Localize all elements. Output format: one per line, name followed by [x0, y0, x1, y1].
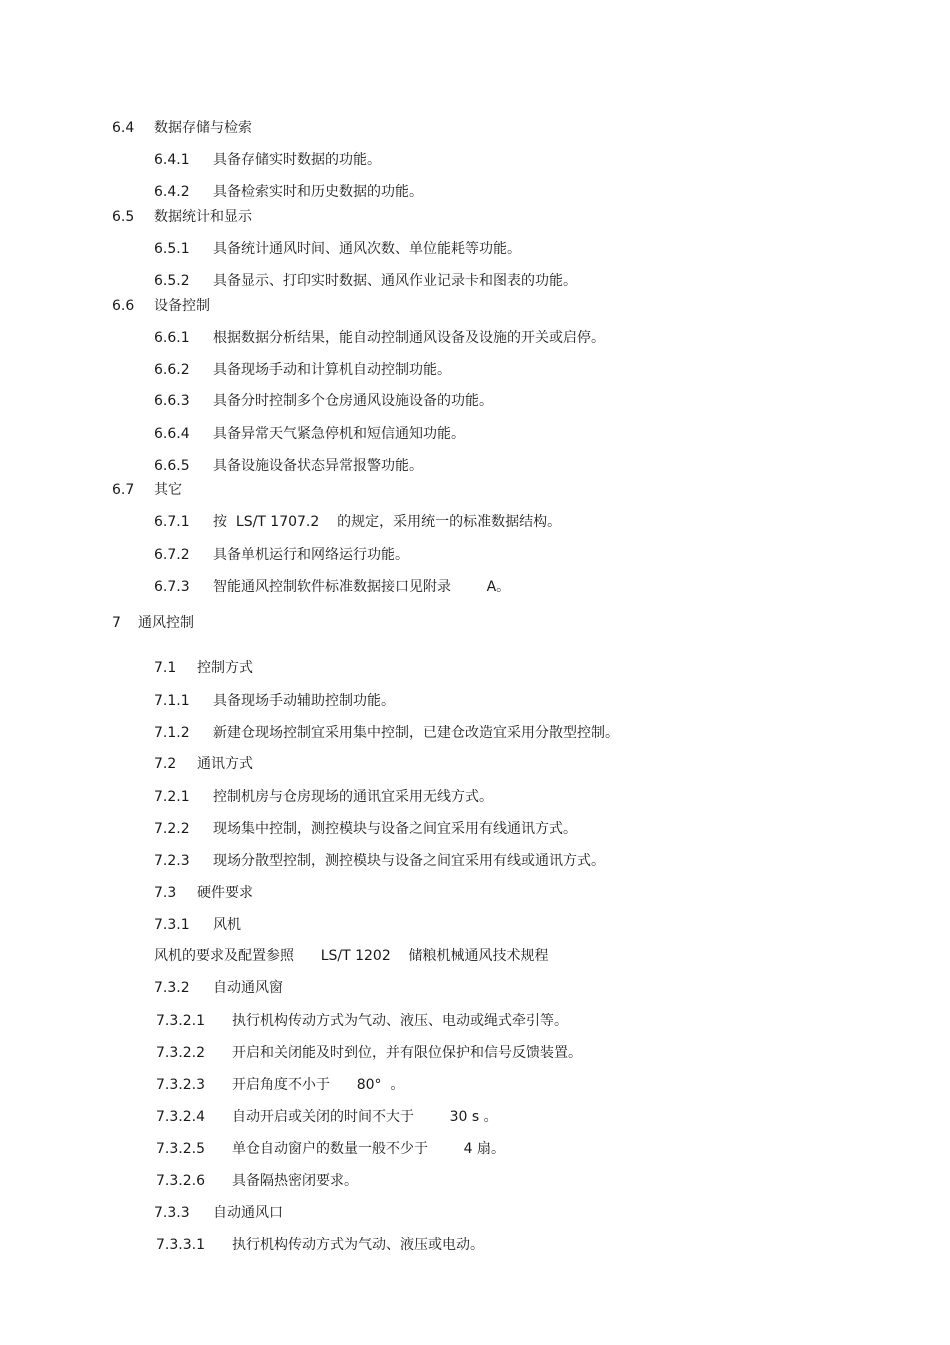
clause-number: 6.6.1 — [154, 330, 190, 346]
subclause-text: 执行机构传动方式为气动、液压或电动。 — [232, 1237, 484, 1253]
clause-line — [154, 240, 521, 258]
clause-line — [154, 916, 241, 934]
section-title: 控制方式 — [197, 660, 253, 676]
clause-text: 具备检索实时和历史数据的功能。 — [213, 184, 423, 200]
clause-number: 6.5.2 — [154, 273, 190, 289]
subclause-number: 7.3.3.1 — [156, 1237, 205, 1253]
clause-number: 6.4.1 — [154, 152, 190, 168]
subclause-line — [156, 1236, 484, 1254]
clause-line — [154, 513, 561, 531]
clause-line — [154, 272, 577, 290]
section-heading — [112, 297, 210, 315]
subclause-text: 开启和关闭能及时到位，并有限位保护和信号反馈装置。 — [232, 1045, 582, 1061]
clause-number: 7.2.3 — [154, 853, 190, 869]
section-heading — [112, 208, 252, 226]
clause-number: 6.6.4 — [154, 426, 190, 442]
clause-number: 7.2.2 — [154, 821, 190, 837]
clause-text: 具备存储实时数据的功能。 — [213, 152, 381, 168]
section-title: 设备控制 — [154, 298, 210, 314]
clause-line — [154, 151, 381, 169]
clause-line — [154, 578, 510, 596]
clause-text: 风机 — [213, 917, 241, 933]
chapter-title: 通风控制 — [138, 615, 194, 631]
section-heading — [154, 659, 253, 677]
clause-text: 现场集中控制，测控模块与设备之间宜采用有线通讯方式。 — [213, 821, 577, 837]
clause-number: 6.6.3 — [154, 393, 190, 409]
clause-line — [154, 546, 409, 564]
clause-number: 6.7.3 — [154, 579, 190, 595]
clause-number: 6.6.5 — [154, 458, 190, 474]
subclause-text: 单仓自动窗户的数量一般不少于 4 扇。 — [232, 1141, 505, 1157]
clause-line — [154, 457, 423, 475]
clause-number: 6.5.1 — [154, 241, 190, 257]
clause-number: 6.7.2 — [154, 547, 190, 563]
section-number: 6.5 — [112, 209, 135, 225]
clause-text: 智能通风控制软件标准数据接口见附录 A。 — [213, 579, 511, 595]
clause-number: 7.1.2 — [154, 725, 190, 741]
section-number: 6.6 — [112, 298, 135, 314]
section-title: 通讯方式 — [197, 756, 253, 772]
clause-text: 具备显示、打印实时数据、通风作业记录卡和图表的功能。 — [213, 273, 577, 289]
clause-text: 具备分时控制多个仓房通风设施设备的功能。 — [213, 393, 493, 409]
clause-number: 6.4.2 — [154, 184, 190, 200]
section-number: 7.3 — [154, 885, 177, 901]
paragraph-line — [154, 947, 549, 965]
chapter-number: 7 — [112, 615, 121, 631]
clause-number: 7.1.1 — [154, 693, 190, 709]
clause-text: 控制机房与仓房现场的通讯宜采用无线方式。 — [213, 789, 493, 805]
subclause-number: 7.3.2.4 — [156, 1109, 205, 1125]
section-number: 6.7 — [112, 482, 135, 498]
clause-line — [154, 183, 423, 201]
clause-number: 6.6.2 — [154, 362, 190, 378]
section-number: 7.2 — [154, 756, 177, 772]
subclause-text: 执行机构传动方式为气动、液压、电动或绳式牵引等。 — [232, 1013, 568, 1029]
clause-number: 7.2.1 — [154, 789, 190, 805]
subclause-number: 7.3.2.3 — [156, 1077, 205, 1093]
clause-line — [154, 329, 605, 347]
clause-line — [154, 724, 619, 742]
subclause-line — [156, 1012, 568, 1030]
chapter-heading — [112, 614, 194, 632]
section-title: 硬件要求 — [197, 885, 253, 901]
clause-text: 具备现场手动和计算机自动控制功能。 — [213, 362, 451, 378]
clause-text: 具备统计通风时间、通风次数、单位能耗等功能。 — [213, 241, 521, 257]
clause-text: 具备单机运行和网络运行功能。 — [213, 547, 409, 563]
subclause-number: 7.3.2.6 — [156, 1173, 205, 1189]
clause-number: 7.3.3 — [154, 1205, 190, 1221]
clause-line — [154, 425, 465, 443]
clause-text: 具备现场手动辅助控制功能。 — [213, 693, 395, 709]
paragraph-text: 风机的要求及配置参照 LS/T 1202 储粮机械通风技术规程 — [154, 948, 549, 964]
clause-text: 现场分散型控制，测控模块与设备之间宜采用有线或通讯方式。 — [213, 853, 605, 869]
clause-line — [154, 361, 451, 379]
section-heading — [112, 119, 252, 137]
subclause-number: 7.3.2.1 — [156, 1013, 205, 1029]
clause-line — [154, 852, 605, 870]
section-number: 6.4 — [112, 120, 135, 136]
clause-text: 新建仓现场控制宜采用集中控制，已建仓改造宜采用分散型控制。 — [213, 725, 619, 741]
subclause-text: 具备隔热密闭要求。 — [232, 1173, 358, 1189]
subclause-line — [156, 1108, 498, 1126]
section-title: 其它 — [154, 482, 182, 498]
section-heading — [154, 755, 253, 773]
subclause-line — [156, 1172, 358, 1190]
subclause-number: 7.3.2.5 — [156, 1141, 205, 1157]
clause-line — [154, 788, 493, 806]
clause-text: 自动通风口 — [213, 1205, 283, 1221]
clause-number: 7.3.2 — [154, 980, 190, 996]
clause-line — [154, 979, 283, 997]
clause-number: 6.7.1 — [154, 514, 190, 530]
section-number: 7.1 — [154, 660, 177, 676]
section-heading — [112, 481, 182, 499]
clause-line — [154, 820, 577, 838]
subclause-line — [156, 1140, 505, 1158]
subclause-line — [156, 1044, 582, 1062]
clause-line — [154, 1204, 283, 1222]
subclause-line — [156, 1076, 404, 1094]
subclause-text: 自动开启或关闭的时间不大于 30 s 。 — [232, 1109, 498, 1125]
clause-line — [154, 392, 493, 410]
clause-number: 7.3.1 — [154, 917, 190, 933]
section-heading — [154, 884, 253, 902]
section-title: 数据统计和显示 — [154, 209, 252, 225]
clause-text: 自动通风窗 — [213, 980, 283, 996]
clause-text: 具备异常天气紧急停机和短信通知功能。 — [213, 426, 465, 442]
section-title: 数据存储与检索 — [154, 120, 252, 136]
clause-line — [154, 692, 395, 710]
clause-text: 具备设施设备状态异常报警功能。 — [213, 458, 423, 474]
subclause-number: 7.3.2.2 — [156, 1045, 205, 1061]
subclause-text: 开启角度不小于 80° 。 — [232, 1077, 405, 1093]
clause-text: 根据数据分析结果，能自动控制通风设备及设施的开关或启停。 — [213, 330, 605, 346]
clause-text: 按 LS/T 1707.2 的规定，采用统一的标准数据结构。 — [213, 514, 562, 530]
